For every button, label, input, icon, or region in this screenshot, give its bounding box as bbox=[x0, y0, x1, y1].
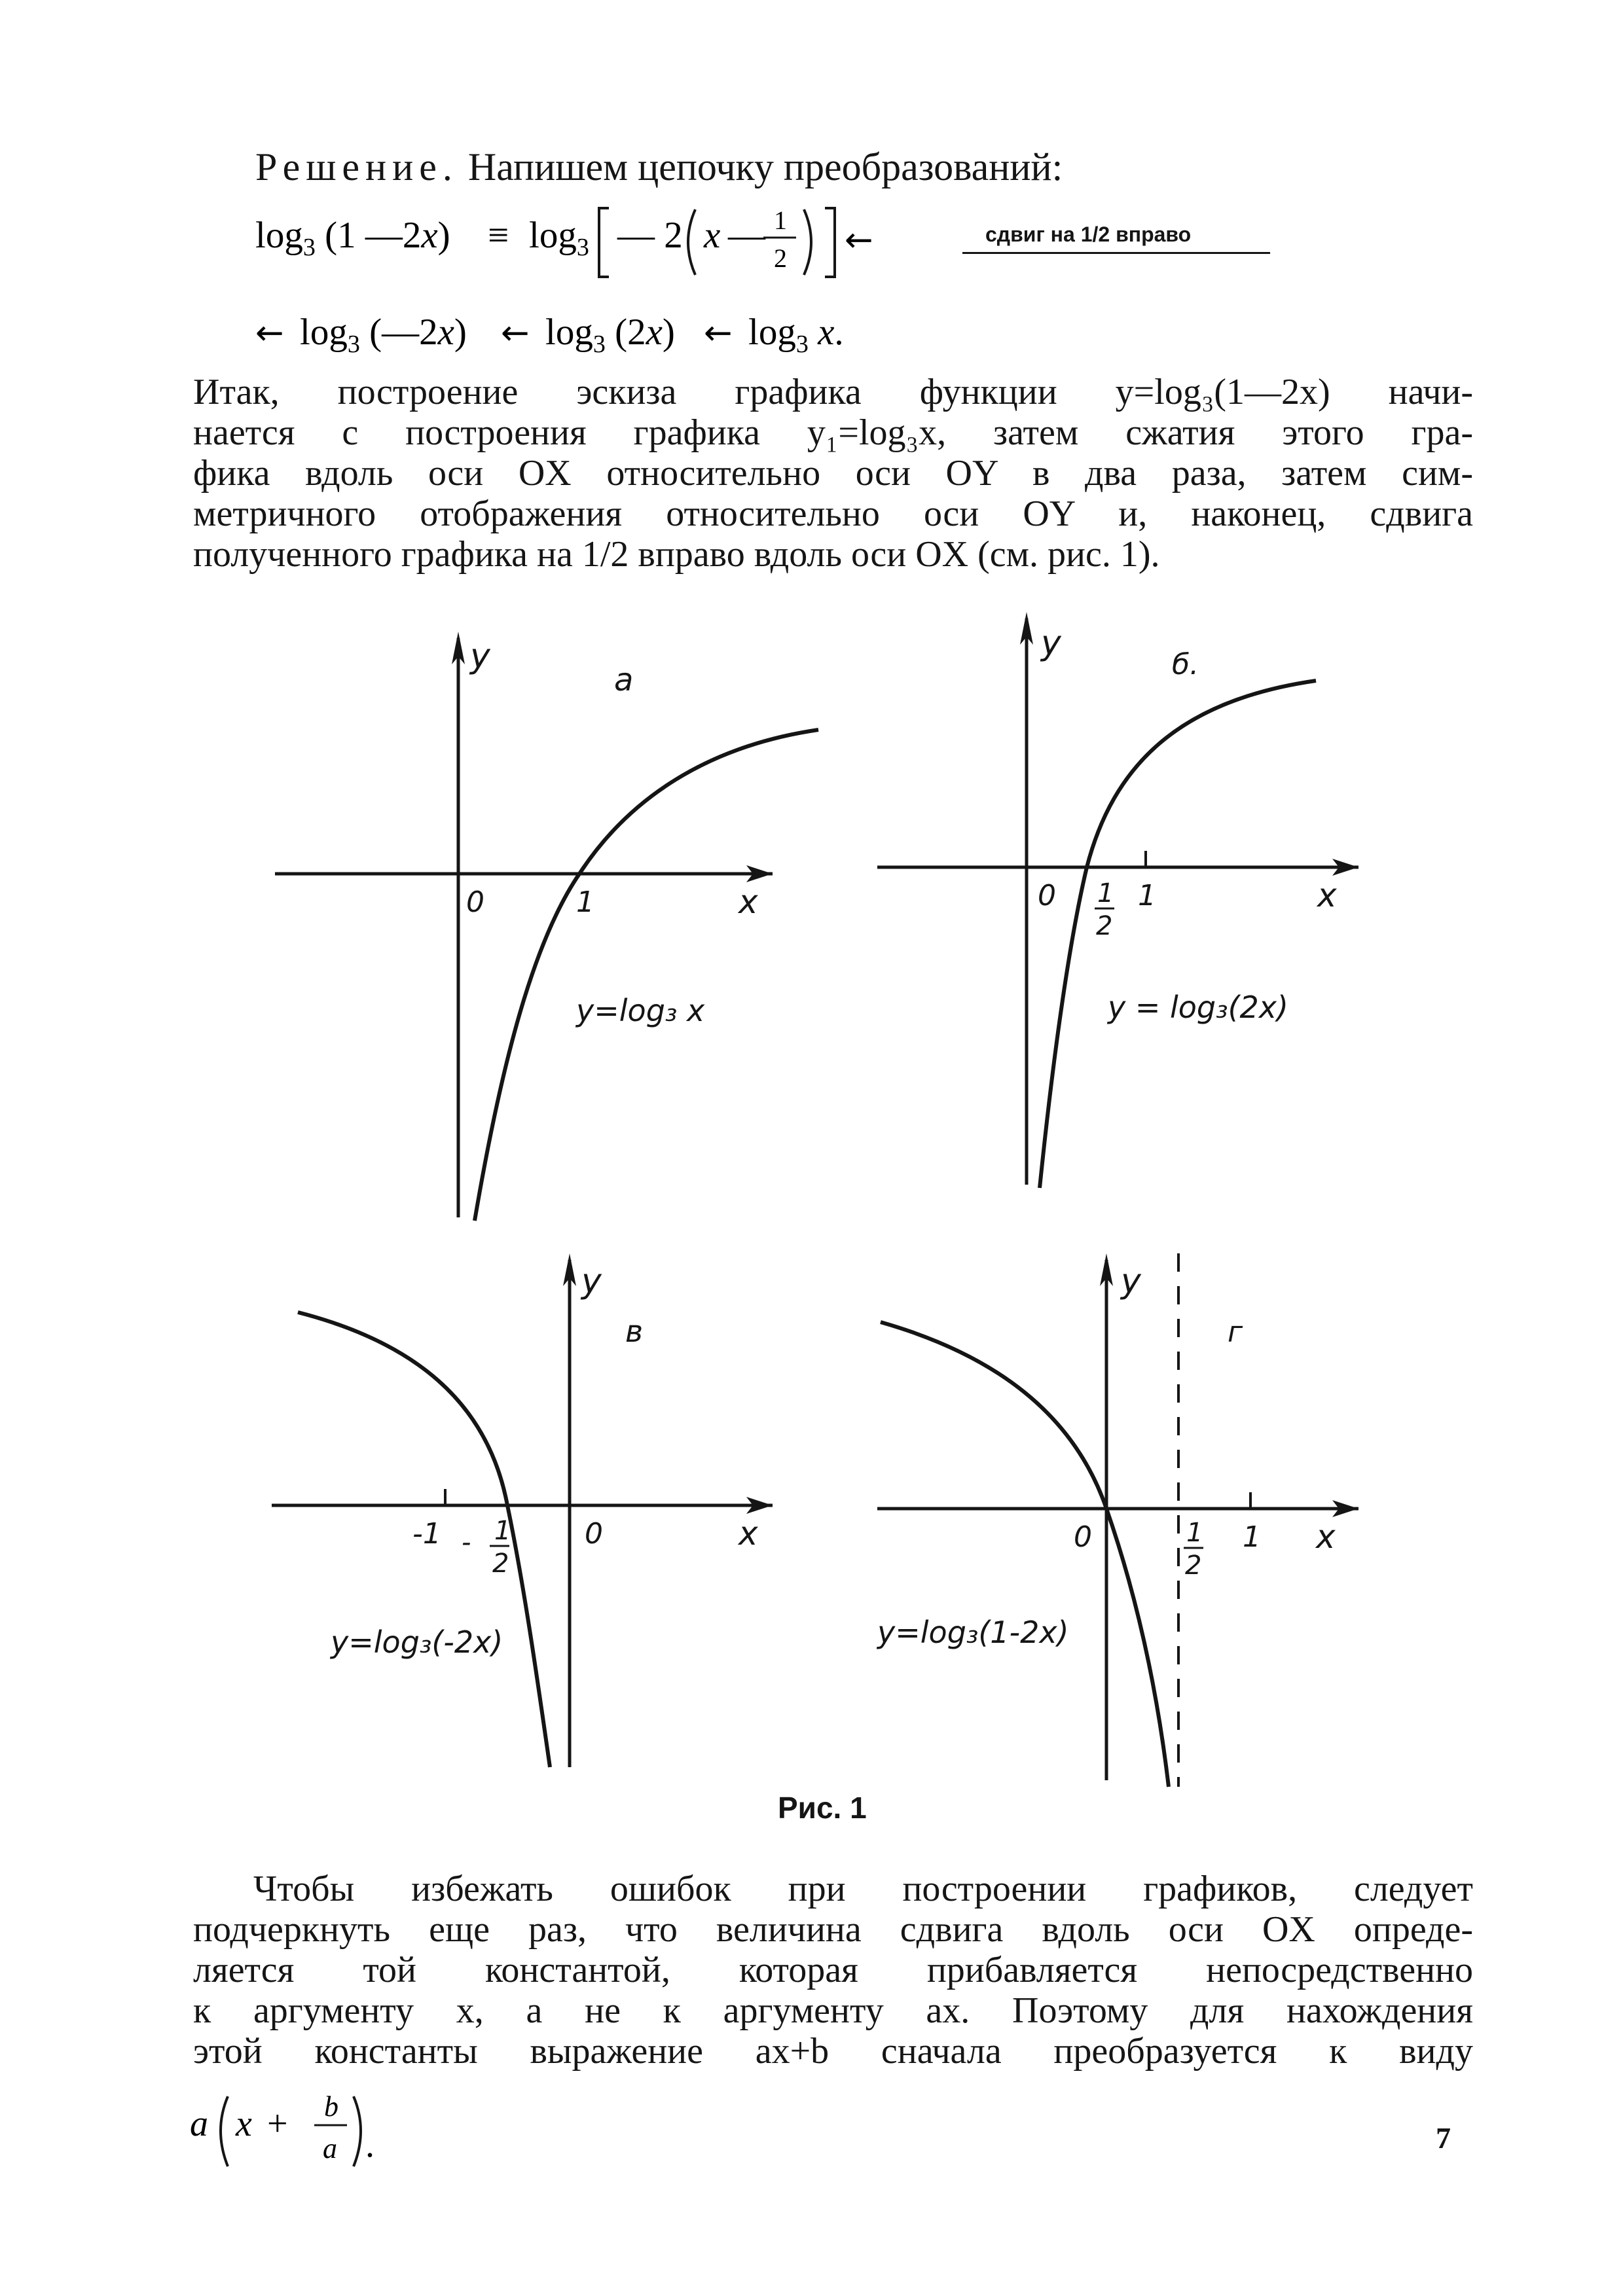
tick-label-c-neghalf-den: 2 bbox=[492, 1549, 509, 1579]
x-label-b: x bbox=[1317, 876, 1337, 914]
letter-c: в bbox=[625, 1314, 644, 1349]
paragraph-2-line: ляется той константой, которая прибавляется непосредственно bbox=[193, 1950, 1473, 1990]
y-label-d: y bbox=[1121, 1262, 1141, 1301]
svg-text:←: ← bbox=[845, 221, 873, 260]
svg-text:2: 2 bbox=[774, 243, 787, 273]
tick-label-b-0: 0 bbox=[1038, 879, 1056, 912]
formula-b: y = log₃(2x) bbox=[1108, 990, 1288, 1025]
paragraph-2-line: к аргументу x, а не к аргументу ax. Поэтому для нахождения bbox=[193, 1990, 1473, 2031]
formula-d: y=log₃(1-2x) bbox=[877, 1615, 1069, 1650]
tick-label-c-0: 0 bbox=[585, 1517, 603, 1551]
paragraph-2 bbox=[193, 1869, 1473, 2072]
svg-text:x: x bbox=[236, 2104, 252, 2144]
y-label-a: y bbox=[470, 637, 490, 676]
panel-letter bbox=[0, 0, 1, 1]
paragraph-1-line: полученного графика на 1/2 вправо вдоль оси OX (см. рис. 1). bbox=[193, 534, 1160, 575]
y-label-b: y bbox=[1041, 624, 1061, 663]
solution-lead: Напишем цепочку преобразований: bbox=[458, 145, 1063, 188]
final-formula bbox=[190, 2085, 465, 2176]
solution-label: Решение. bbox=[255, 145, 458, 188]
svg-text:.: . bbox=[365, 2125, 374, 2165]
tick-label-d-half-num: 1 bbox=[1186, 1518, 1203, 1548]
paragraph-2-line: Чтобы избежать ошибок при построении графиков, следует bbox=[253, 1869, 1473, 1909]
tick-label-a-0: 0 bbox=[466, 886, 484, 919]
paragraph-1-line: нается с построения графика y₁=log₃x, затем сжатия этого гра- bbox=[193, 412, 1473, 453]
svg-text:b: b bbox=[324, 2090, 338, 2123]
curve-d bbox=[881, 1322, 1169, 1787]
paragraph-2-line: этой константы выражение ax+b сначала преобразуется к виду bbox=[193, 2031, 1473, 2072]
final-formula-graphic bbox=[190, 2085, 465, 2176]
tick-label-c-neg1: -1 bbox=[412, 1517, 441, 1551]
tick-label-a-1: 1 bbox=[576, 886, 594, 919]
svg-text:←: ← bbox=[255, 314, 284, 353]
svg-text:log3 (1 —2x): $\log_3 (1$ —2x) bbox=[255, 215, 450, 261]
formula-c: y=log₃(-2x) bbox=[331, 1624, 503, 1660]
svg-text:log3 (—2x): $\log_3$ (—2x) bbox=[300, 312, 467, 358]
page-number bbox=[1436, 2121, 1451, 2155]
x-label-c: x bbox=[739, 1515, 758, 1552]
letter-b: б. bbox=[1172, 648, 1199, 681]
paragraph-1-line: фика вдоль оси OX относительно оси OY в два раза, затем сим- bbox=[193, 453, 1473, 493]
tick-label-b-half-num: 1 bbox=[1097, 878, 1114, 908]
svg-text:1: 1 bbox=[774, 206, 787, 235]
svg-text:log3: $\log_3$ bbox=[529, 215, 589, 261]
svg-text:←: ← bbox=[501, 314, 530, 353]
letter-a: а bbox=[614, 662, 634, 698]
paragraph-2-line: подчеркнуть еще раз, что величина сдвига вдоль оси OX опреде- bbox=[193, 1909, 1473, 1950]
svg-text:a: a bbox=[323, 2132, 337, 2164]
svg-text:log3 (2x): $\log_3 (2x)$ bbox=[545, 312, 675, 358]
letter-d: г bbox=[1228, 1316, 1243, 1349]
figure-caption-text: Рис. 1 bbox=[778, 1791, 867, 1825]
x-label-d: x bbox=[1316, 1518, 1336, 1556]
svg-text:—: — bbox=[728, 215, 765, 256]
svg-text:log3 x.: $\log_3 x$. bbox=[748, 312, 844, 358]
tick-label-d-0: 0 bbox=[1074, 1520, 1092, 1554]
paragraph-1-line: Итак, построение эскиза графика функции y=log₃(1—2x) начи- bbox=[193, 372, 1473, 412]
page-number-text: 7 bbox=[1436, 2121, 1451, 2155]
x-label-a: x bbox=[739, 883, 758, 921]
tick-label-c-neghalf-num: 1 bbox=[494, 1516, 511, 1546]
tick-label-d-1: 1 bbox=[1243, 1520, 1261, 1554]
shift-note-text: сдвиг на 1/2 вправо bbox=[985, 223, 1192, 246]
svg-text:+: + bbox=[267, 2104, 288, 2144]
svg-text:≡: ≡ bbox=[488, 215, 509, 256]
y-label-c: y bbox=[581, 1262, 602, 1301]
tick-label-d-half-den: 2 bbox=[1185, 1551, 1202, 1581]
svg-text:x: x bbox=[704, 215, 721, 256]
tick-label-b-half-den: 2 bbox=[1096, 911, 1113, 941]
tick-label-c-neghalf-sign: - bbox=[462, 1528, 471, 1558]
svg-text:a: a bbox=[190, 2104, 208, 2144]
formula-a: y=log₃ x bbox=[576, 993, 705, 1028]
svg-text:←: ← bbox=[704, 314, 733, 353]
tick-label-b-1: 1 bbox=[1138, 879, 1156, 912]
svg-text:— 2: — 2 bbox=[617, 215, 683, 256]
figure-caption bbox=[778, 1790, 867, 1825]
paragraph-1-line: метричного отображения относительно оси OY и, наконец, сдвига bbox=[193, 493, 1473, 534]
